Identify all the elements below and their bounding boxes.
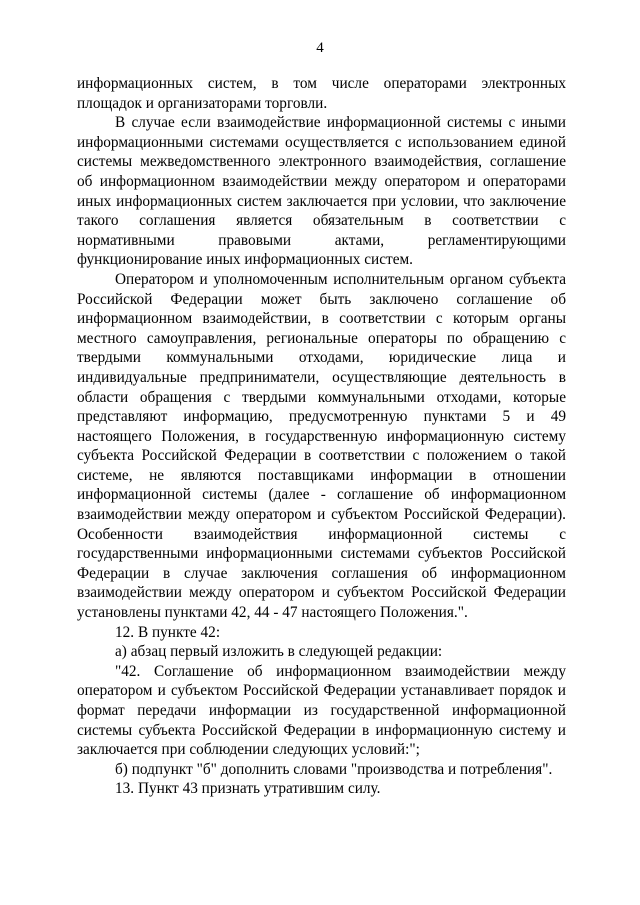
paragraph-2: В случае если взаимодействие информационной системы с иными информационными системами осуществляется с использованием единой системы межведомственного электронного взаимодействия, соглашение об информационном взаимодействии между оператором и операторами иных информационных систем заключается при условии, что заключение такого соглашения является обязательным в соответствии с нормативными правовыми актами, регламентирующими функционирование иных информационных систем. (77, 114, 566, 269)
paragraph-item-12: 12. В пункте 42: (115, 623, 221, 641)
page-number: 4 (316, 40, 324, 56)
paragraph-item-a: а) абзац первый изложить в следующей редакции: (115, 643, 443, 661)
paragraph-item-42-text: "42. Соглашение об информационном взаимодействии между оператором и субъектом Российской Федерации устанавливает порядок и формат передачи информации из государственной информационной системы субъекта Российской Федерации в информационную систему и заключается при соблюдении следующих условий:"; (77, 662, 566, 759)
paragraph-3: Оператором и уполномоченным исполнительным органом субъекта Российской Федерации может быть заключено соглашение об информационном взаимодействии, в соответствии с которым органы местного самоуправления, региональные операторы по обращению с твердыми коммунальными отходами, юридические лица и индивидуальные предприниматели, осуществляющие деятельность в области обращения с твердыми коммунальными отходами, которые представляют информацию, предусмотренную пунктами 5 и 49 настоящего Положения, в государственную информационную систему субъекта Российской Федерации в соответствии с положением о такой системе, не являются поставщиками информации в отношении информационной системы (далее - соглашение об информационном взаимодействии между оператором и субъектом Российской Федерации). Особенности взаимодействия информационной системы с государственными информационными системами субъектов Российской Федерации в случае заключения соглашения об информационном взаимодействии между оператором и субъектом Российской Федерации установлены пунктами 42, 44 - 47 настоящего Положения.". (77, 270, 566, 622)
paragraph-1: информационных систем, в том числе операторами электронных площадок и организаторами торговли. (77, 75, 566, 112)
document-body (77, 74, 566, 799)
paragraph-item-b: б) подпункт "б" дополнить словами "производства и потребления". (115, 760, 553, 778)
paragraph-item-13: 13. Пункт 43 признать утратившим силу. (115, 780, 381, 798)
